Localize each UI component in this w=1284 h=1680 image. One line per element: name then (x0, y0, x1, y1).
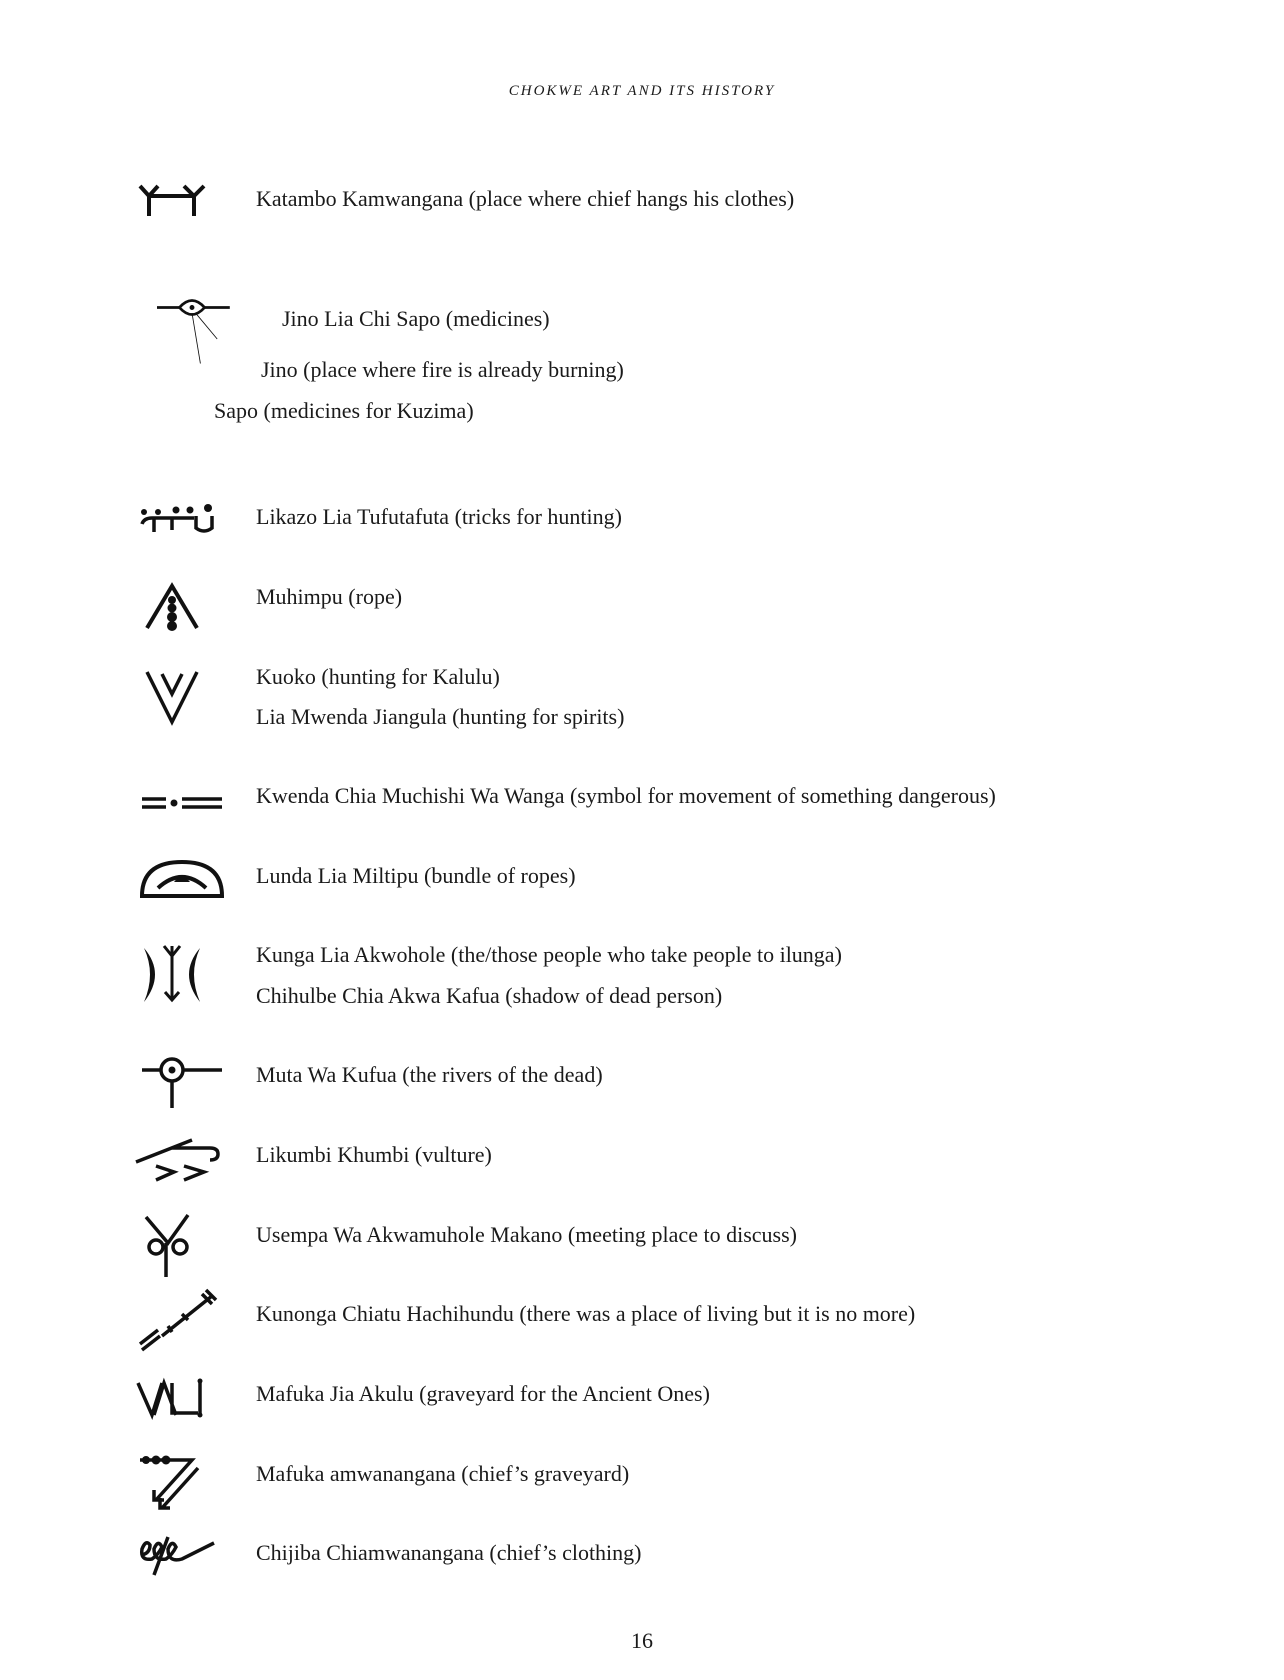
entry-text: Chijiba Chiamwanangana (chief’s clothing) (256, 1540, 642, 1565)
entry-text: Mafuka Jia Akulu (graveyard for the Ancient Ones) (256, 1381, 710, 1406)
entry-text: Muhimpu (rope) (256, 584, 403, 609)
muhimpu-symbol-icon (132, 578, 232, 648)
kunonga-symbol-icon (132, 1290, 232, 1360)
entry-text: Likazo Lia Tufutafuta (tricks for hunting) (256, 504, 622, 529)
chijiba-symbol-icon (132, 1525, 232, 1595)
likazo-symbol-icon (132, 490, 232, 560)
entry-text: Jino (place where fire is already burning) (261, 357, 624, 382)
mafuka-amwanangana-symbol-icon (132, 1450, 232, 1520)
entry-text: Mafuka amwanangana (chief’s graveyard) (256, 1461, 630, 1486)
likumbi-symbol-icon (132, 1130, 232, 1200)
mafuka-jia-symbol-icon (132, 1375, 232, 1445)
kunga-symbol-icon (132, 940, 232, 1010)
kuoko-symbol-icon (132, 662, 232, 732)
kwenda-symbol-icon (132, 775, 232, 845)
running-header: CHOKWE ART AND ITS HISTORY (508, 83, 776, 99)
entry-text: Kunonga Chiatu Hachihundu (there was a place of living but it is no more) (256, 1301, 916, 1326)
entry-text: Usempa Wa Akwamuhole Makano (meeting place to discuss) (256, 1222, 797, 1247)
entry-text: Jino Lia Chi Sapo (medicines) (282, 306, 550, 331)
entry-text: Kwenda Chia Muchishi Wa Wanga (symbol for movement of something dangerous) (256, 783, 996, 808)
muta-symbol-icon (132, 1050, 232, 1120)
entry-text: Katambo Kamwangana (place where chief hangs his clothes) (256, 186, 795, 211)
entry-text: Sapo (medicines for Kuzima) (214, 398, 474, 423)
lunda-symbol-icon (132, 850, 232, 920)
entry-text: Lunda Lia Miltipu (bundle of ropes) (256, 863, 576, 888)
entry-text: Kunga Lia Akwohole (the/those people who take people to ilunga) (256, 942, 842, 967)
entry-text: Chihulbe Chia Akwa Kafua (shadow of dead person) (256, 983, 723, 1008)
entry-text: Likumbi Khumbi (vulture) (256, 1142, 492, 1167)
jino-symbol-icon (132, 290, 252, 360)
usempa-symbol-icon (132, 1213, 232, 1283)
entry-text: Kuoko (hunting for Kalulu) (256, 664, 500, 689)
katambo-symbol-icon (132, 164, 232, 234)
entry-text: Lia Mwenda Jiangula (hunting for spirits) (256, 704, 625, 729)
page-number: 16 (631, 1628, 653, 1653)
entry-text: Muta Wa Kufua (the rivers of the dead) (256, 1062, 603, 1087)
